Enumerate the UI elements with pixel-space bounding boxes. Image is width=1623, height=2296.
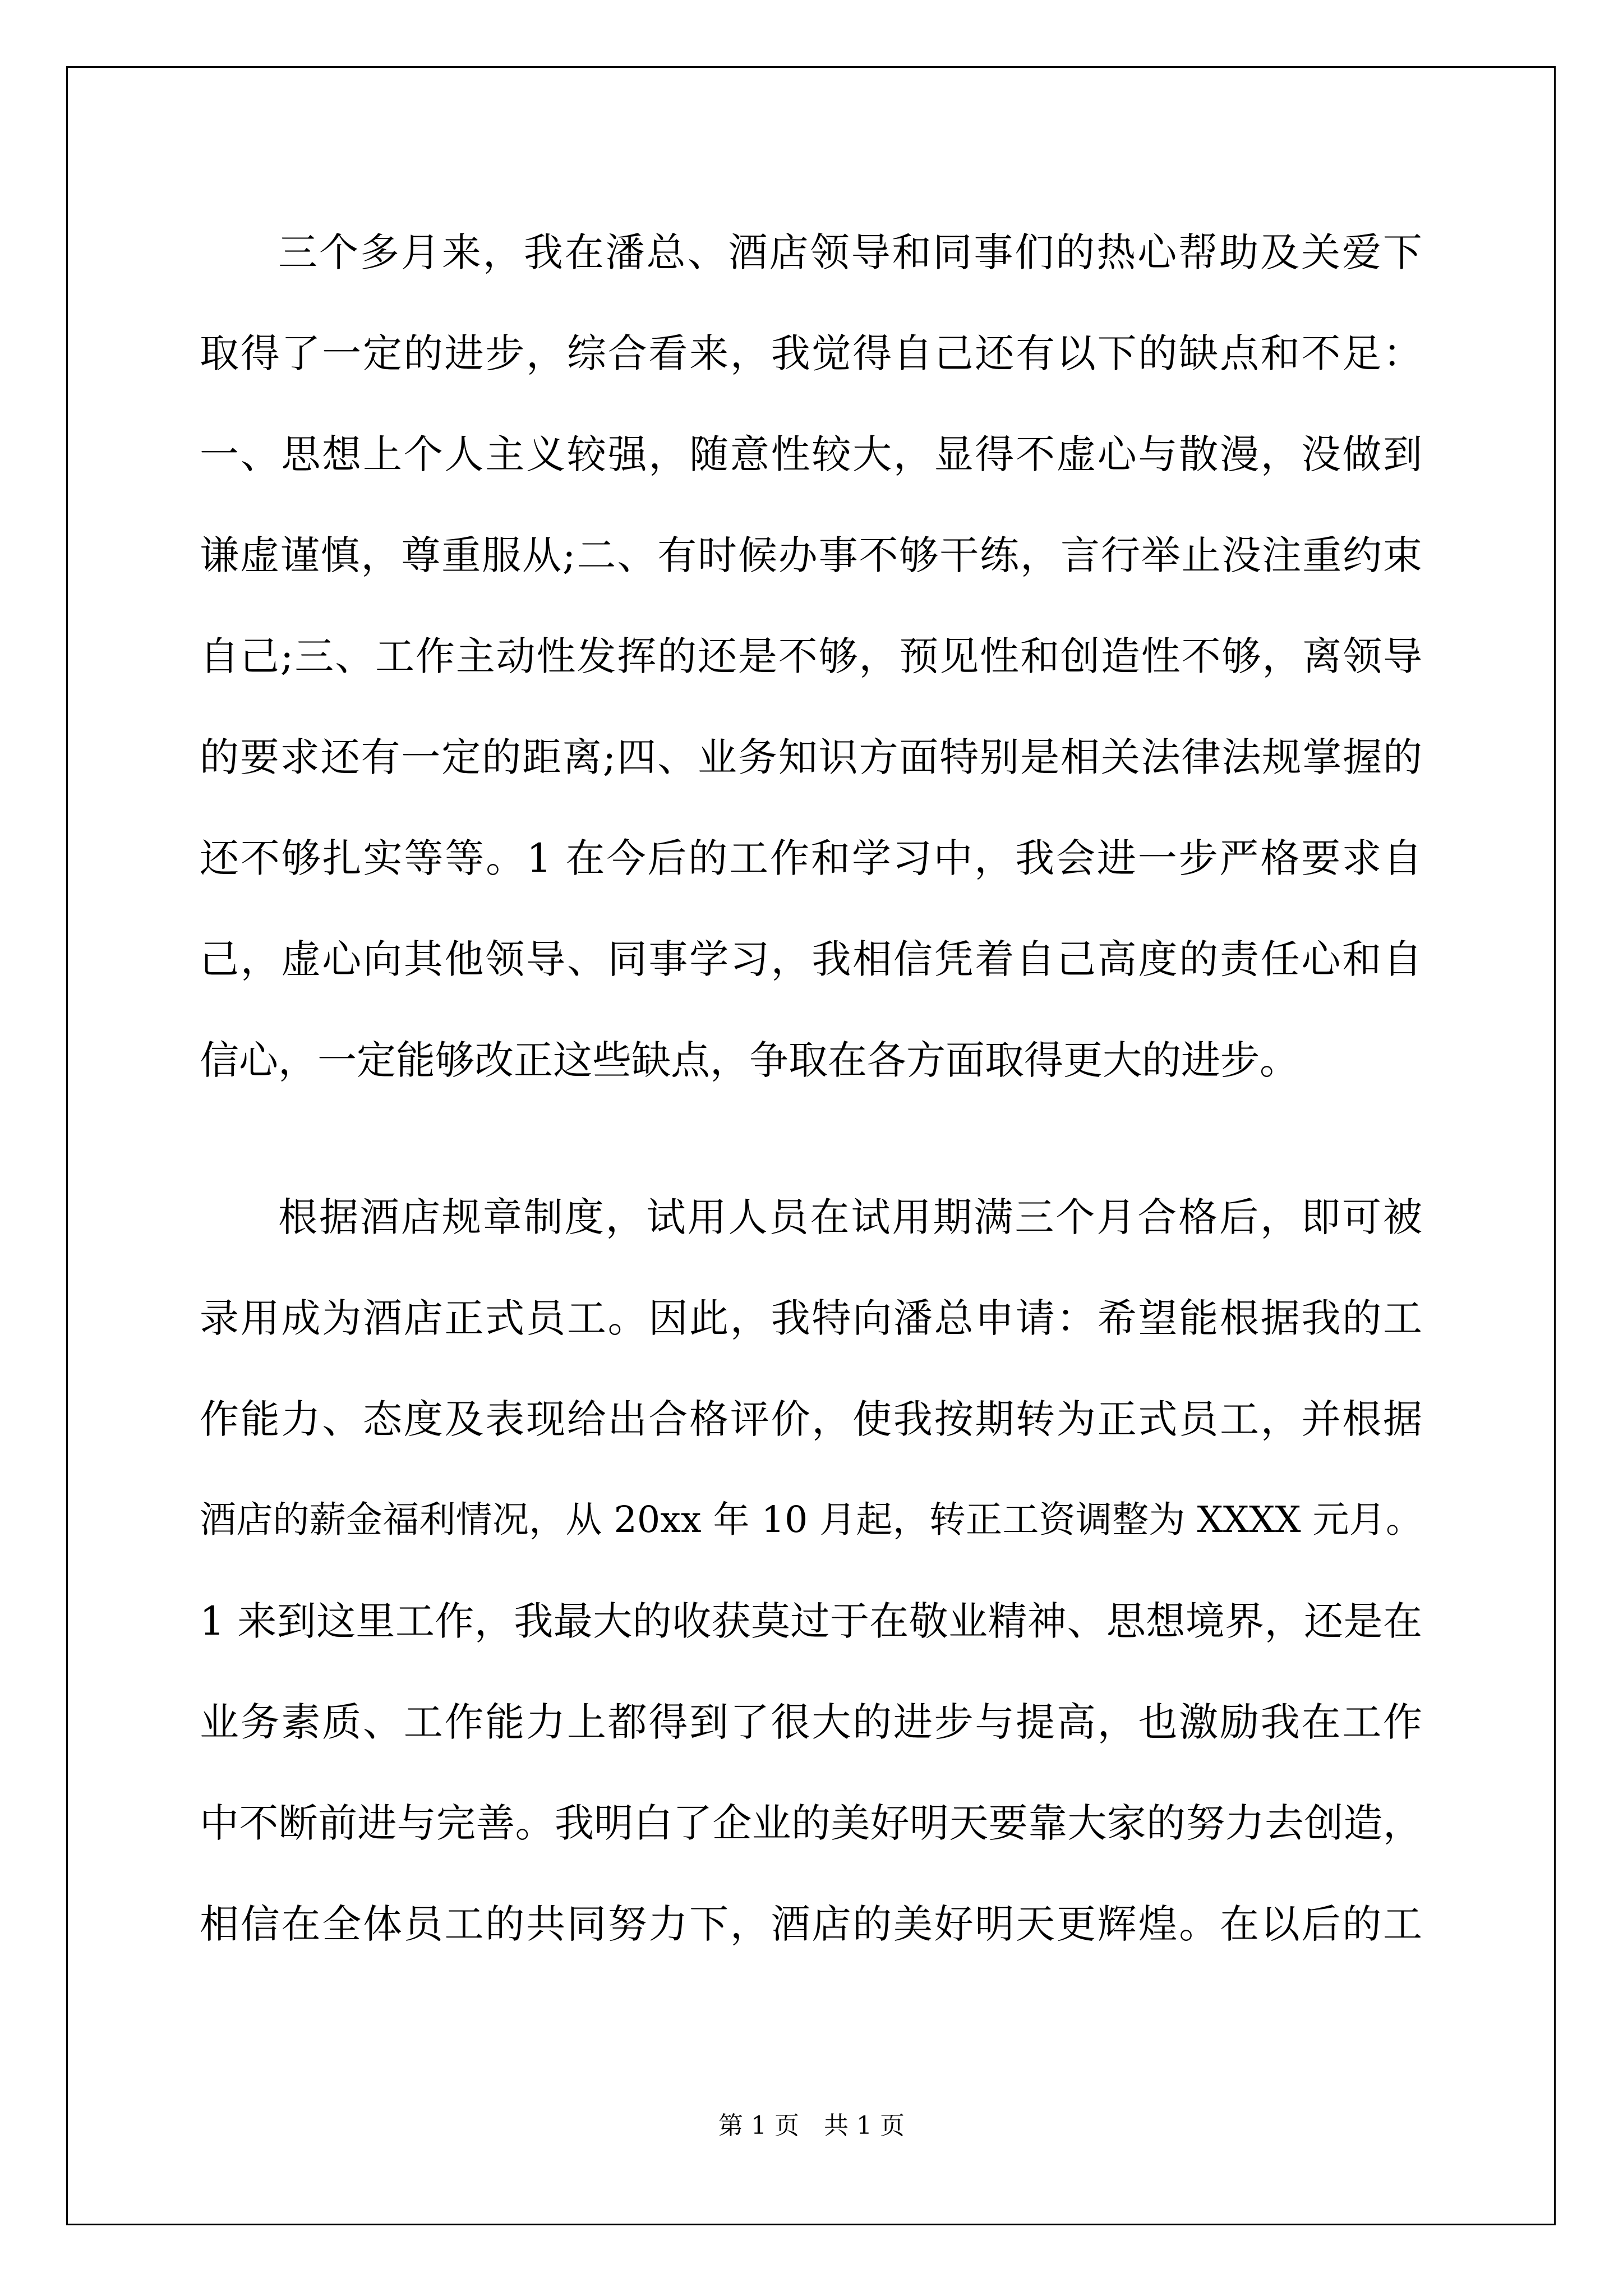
- paragraph-2-line-5: 1 来到这里工作，我最大的收获莫过于在敬业精神、思想境界，还是在: [200, 1598, 1422, 1644]
- paragraph-2-line-1: 根据酒店规章制度，试用人员在试用期满三个月合格后，即可被: [278, 1194, 1422, 1240]
- paragraph-2-line-2: 录用成为酒店正式员工。因此，我特向潘总申请：希望能根据我的工: [200, 1295, 1422, 1341]
- paragraph-1-line-7: 还不够扎实等等。1 在今后的工作和学习中，我会进一步严格要求自: [200, 835, 1422, 881]
- page-footer: [0, 2109, 1623, 2143]
- paragraph-2-line-4: 酒店的薪金福利情况，从 20xx 年 10 月起，转正工资调整为 XXXX 元月。: [200, 1499, 1422, 1541]
- paragraph-2-line-6: 业务素质、工作能力上都得到了很大的进步与提高，也激励我在工作: [200, 1699, 1422, 1745]
- paragraph-2-line-7: 中不断前进与完善。我明白了企业的美好明天要靠大家的努力去创造，: [200, 1800, 1422, 1846]
- paragraph-2-line-8: 相信在全体员工的共同努力下，酒店的美好明天更辉煌。在以后的工: [200, 1901, 1422, 1947]
- paragraph-1-line-1: 三个多月来，我在潘总、酒店领导和同事们的热心帮助及关爱下: [278, 229, 1422, 275]
- page-total: 共 1 页: [824, 2111, 905, 2140]
- paragraph-1-line-4: 谦虚谨慎，尊重服从;二、有时候办事不够干练，言行举止没注重约束: [200, 532, 1422, 578]
- page-number: 第 1 页: [718, 2111, 799, 2140]
- paragraph-1-line-5: 自己;三、工作主动性发挥的还是不够，预见性和创造性不够，离领导: [200, 633, 1422, 679]
- paragraph-1-line-6: 的要求还有一定的距离;四、业务知识方面特别是相关法律法规掌握的: [200, 734, 1422, 780]
- paragraph-2-line-3: 作能力、态度及表现给出合格评价，使我按期转为正式员工，并根据: [200, 1396, 1422, 1442]
- paragraph-1-line-8: 己，虚心向其他领导、同事学习，我相信凭着自己高度的责任心和自: [200, 936, 1422, 982]
- paragraph-1-line-3: 一、思想上个人主义较强，随意性较大，显得不虚心与散漫，没做到: [200, 431, 1422, 477]
- paragraph-1-line-2: 取得了一定的进步，综合看来，我觉得自己还有以下的缺点和不足：: [200, 330, 1422, 376]
- paragraph-1-line-9: 信心，一定能够改正这些缺点，争取在各方面取得更大的进步。: [200, 1037, 1299, 1083]
